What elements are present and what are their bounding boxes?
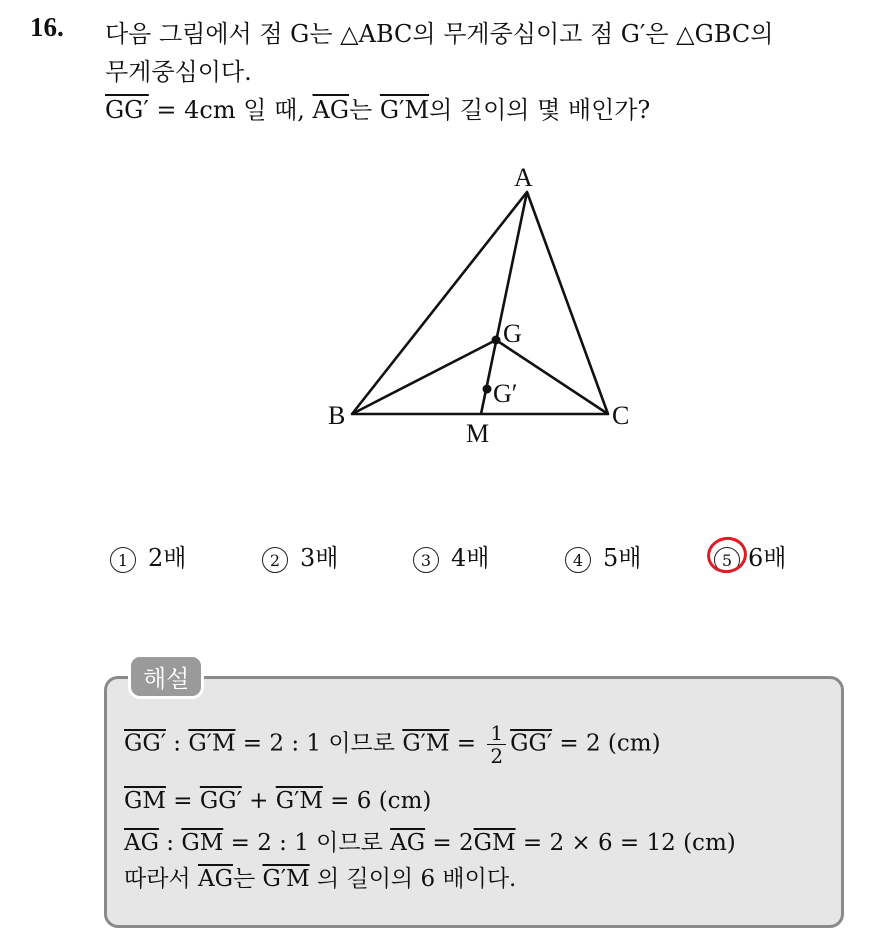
segment-gb — [352, 340, 496, 414]
solution-line-4: 따라서 $\overline{AG}$는 G′M 의 길이의 6 배이다. — [124, 866, 517, 892]
label-c: C — [612, 401, 630, 430]
choice-4[interactable] — [565, 538, 641, 573]
solution-badge: 해설 — [128, 654, 204, 699]
label-g: G — [503, 319, 522, 348]
label-g-prime: G′ — [493, 379, 518, 408]
question-text-line3: GG′ = 4cm 일 때, $\overline{AG}$는 G′M의 길이의 몇 배인가? — [105, 96, 651, 124]
solution-line-1: GG′ : G′M = 2 : 1 이므로 G′M = $\frac{1}{2}$ GG′ = 2 (cm) — [124, 721, 661, 768]
choice-marker: 4 — [565, 547, 591, 573]
segment-g-prime-m: G′M — [379, 96, 430, 124]
label-b: B — [328, 401, 346, 430]
choice-marker: 2 — [262, 547, 288, 573]
question-number: 16. — [30, 12, 64, 42]
solution-line-2: $\overline{GM} = GG' + G'M = 6$ (cm) — [124, 788, 432, 814]
question-text-line2: 무게중심이다. — [105, 58, 252, 86]
label-m: M — [466, 419, 490, 448]
choice-marker: 1 — [110, 547, 136, 573]
segment-ag: $\overline{AG}$ — [312, 96, 350, 124]
question-text-line1: 다음 그림에서 점 G는 △ABC의 무게중심이고 점 G′은 △GBC의 — [105, 20, 774, 48]
choice-label: 6배 — [748, 544, 787, 572]
choice-label: 5배 — [603, 544, 642, 572]
point-g-prime — [483, 385, 492, 394]
segment-gg-prime: GG′ — [105, 96, 149, 124]
triangle-abc — [352, 192, 608, 414]
point-g — [492, 336, 501, 345]
choice-marker: 5 — [714, 547, 740, 573]
choice-label: 4배 — [451, 544, 490, 572]
choice-label: 3배 — [300, 544, 339, 572]
solution-line-3: $\overline{AG}$ : $\overline{GM} = 2$ : 1 이므로 $\overline{AG} = 2\overline{GM} = 2 \times 6 = 12$ (cm) — [124, 830, 736, 856]
choice-3[interactable] — [413, 538, 489, 573]
choice-marker: 3 — [413, 547, 439, 573]
choice-2[interactable] — [262, 538, 338, 573]
choice-1[interactable] — [110, 538, 186, 573]
fraction-one-half: $\frac{1}{2}$ — [487, 722, 506, 767]
choice-label: 2배 — [148, 544, 187, 572]
label-a: A — [514, 163, 533, 192]
